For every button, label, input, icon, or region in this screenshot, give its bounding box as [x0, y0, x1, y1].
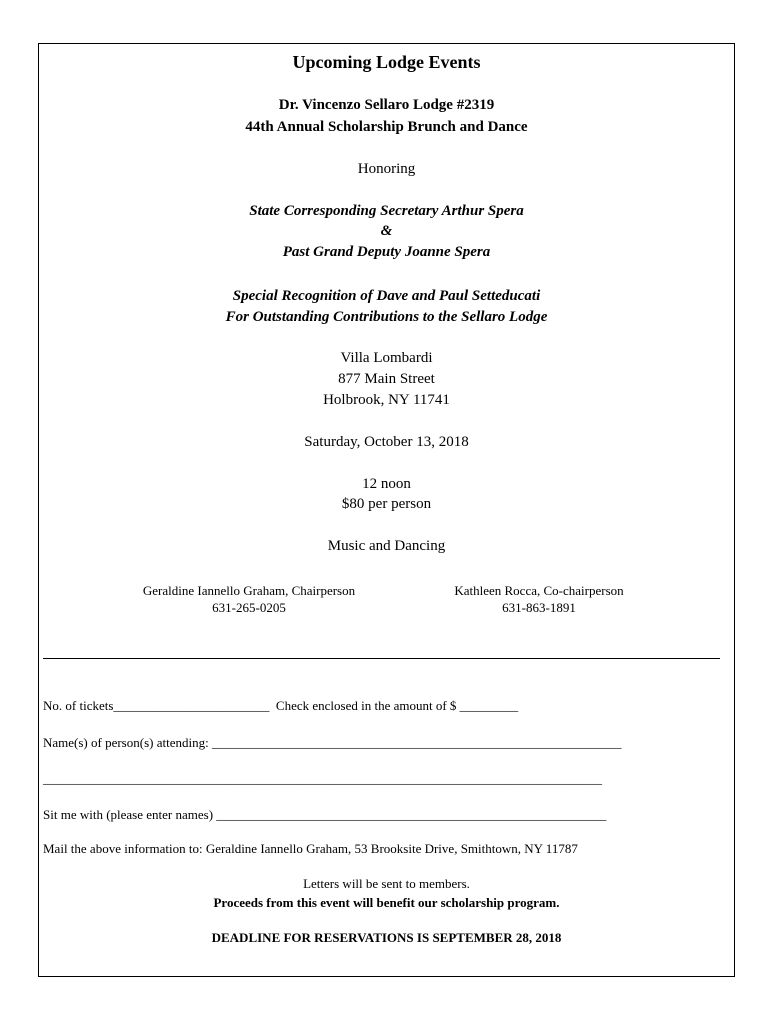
tickets-blank[interactable]: ________________________ — [113, 698, 270, 713]
event-time: 12 noon — [362, 476, 411, 492]
cut-line-divider — [43, 658, 720, 659]
event-date: Saturday, October 13, 2018 — [304, 434, 469, 450]
proceeds-note: Proceeds from this event will benefit our scholarship program. — [213, 895, 560, 910]
contact-cochairperson — [419, 582, 659, 616]
seating-label: Sit me with (please enter names) — [43, 807, 214, 822]
venue-name: Villa Lombardi — [340, 350, 433, 366]
check-amount-label: Check enclosed in the amount of $ — [275, 698, 457, 713]
honoring-label: Honoring — [357, 161, 416, 177]
contact-name: Geraldine Iannello Graham, Chairperson — [142, 583, 356, 598]
contact-name: Kathleen Rocca, Co-chairperson — [454, 583, 624, 598]
attendees-row — [43, 735, 621, 751]
seating-blank[interactable]: ____________________________________________________________ — [216, 807, 607, 822]
honoree-line-2: Past Grand Deputy Joanne Spera — [282, 244, 491, 260]
tickets-row — [43, 698, 518, 714]
mail-instructions: Mail the above information to: Geraldine Iannello Graham, 53 Brooksite Drive, Smithtown, NY 11787 — [43, 841, 578, 856]
honoree-line-1: State Corresponding Secretary Arthur Spera — [249, 203, 524, 219]
entertainment: Music and Dancing — [327, 538, 446, 554]
recognition-line-1: Special Recognition of Dave and Paul Setteducati — [232, 288, 541, 304]
check-amount-blank[interactable]: _________ — [459, 698, 519, 713]
page-heading: Upcoming Lodge Events — [292, 52, 481, 72]
letters-note: Letters will be sent to members. — [303, 876, 470, 891]
attendees-extra-blank[interactable]: ______________________________________________________________________________________ — [43, 771, 602, 786]
seating-row — [43, 807, 606, 823]
contact-chairperson — [109, 582, 389, 616]
venue-street: 877 Main Street — [338, 371, 435, 387]
tickets-label: No. of tickets — [43, 698, 114, 713]
attendees-label: Name(s) of person(s) attending: — [43, 735, 209, 750]
recognition-line-2: For Outstanding Contributions to the Sellaro Lodge — [225, 309, 548, 325]
ticket-price: $80 per person — [341, 496, 432, 512]
lodge-name: Dr. Vincenzo Sellaro Lodge #2319 — [278, 97, 495, 113]
flyer-border — [38, 43, 735, 977]
attendees-extra-row — [43, 771, 602, 787]
contact-phone: 631-265-0205 — [212, 600, 286, 615]
attendees-blank[interactable]: _______________________________________________________________ — [211, 735, 622, 750]
venue-city: Holbrook, NY 11741 — [323, 392, 450, 408]
contact-phone: 631-863-1891 — [502, 600, 576, 615]
event-title: 44th Annual Scholarship Brunch and Dance — [245, 119, 528, 135]
honoree-ampersand: & — [380, 223, 393, 239]
deadline-note: DEADLINE FOR RESERVATIONS IS SEPTEMBER 28, 2018 — [211, 930, 562, 945]
